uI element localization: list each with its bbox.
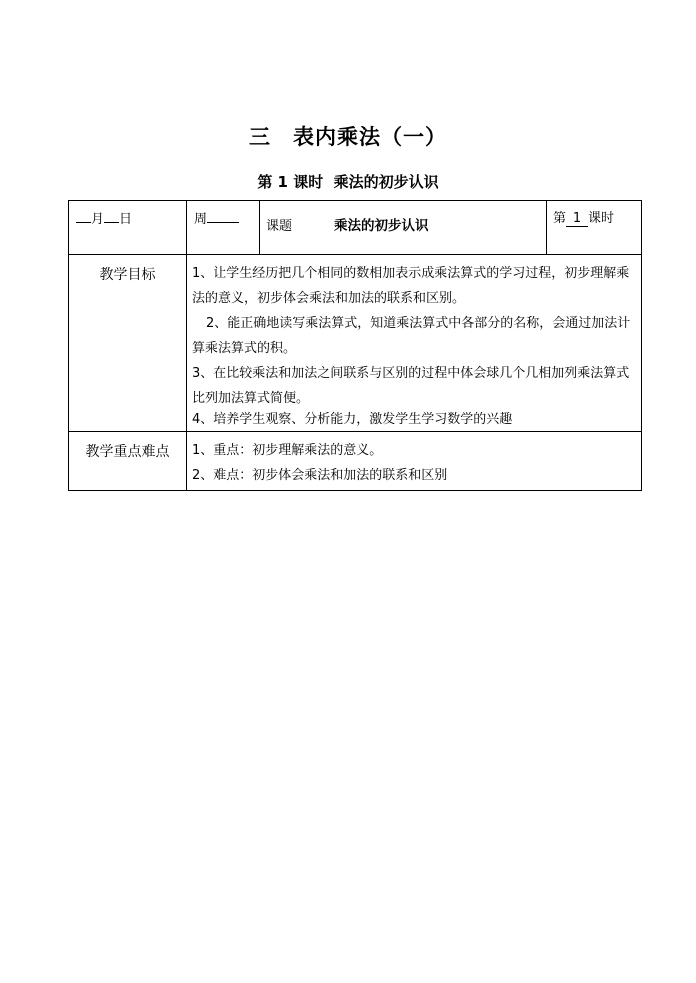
period-prefix: 第 (553, 211, 567, 226)
key-points-content (187, 432, 642, 491)
day-label: 日 (119, 212, 133, 227)
lesson-subtitle (0, 171, 696, 192)
week-blank[interactable] (207, 222, 239, 223)
objective-item: 4、培养学生观察、分析能力，激发学生学习数学的兴趣 (192, 412, 513, 427)
objective-item: 1、让学生经历把几个相同的数相加表示成乘法算式的学习过程，初步理解乘法的意义，初步体会乘法和加法的联系和区别。 (192, 266, 630, 306)
objective-item: 3、在比较乘法和加法之间联系与区别的过程中体会球几个几相加列乘法算式比列加法算式简便。 (192, 366, 630, 406)
period-number[interactable]: 1 (566, 211, 588, 227)
month-blank[interactable] (76, 222, 91, 223)
topic-value: 乘法的初步认识 (334, 218, 429, 234)
key-points-label: 教学重点难点 (69, 432, 187, 491)
objectives-row (69, 255, 642, 432)
objectives-content (187, 255, 642, 432)
period-cell (547, 201, 642, 255)
lesson-plan-table (68, 200, 642, 491)
header-row (69, 201, 642, 255)
key-point-item: 2、难点：初步体会乘法和加法的联系和区别 (192, 468, 448, 483)
period-suffix: 课时 (588, 211, 615, 226)
lesson-topic: 乘法的初步认识 (333, 173, 439, 191)
key-point-item: 1、重点：初步理解乘法的意义。 (192, 443, 383, 458)
key-points-row (69, 432, 642, 491)
date-cell (69, 201, 187, 255)
week-label: 周 (194, 212, 208, 227)
topic-label: 课题 (266, 219, 293, 234)
day-blank[interactable] (104, 222, 119, 223)
page-title: 三 表内乘法（一） (249, 125, 447, 149)
month-label: 月 (91, 212, 105, 227)
topic-cell (260, 201, 547, 255)
week-cell (187, 201, 260, 255)
lesson-number: 第 1 课时 (257, 173, 324, 191)
objectives-label: 教学目标 (69, 255, 187, 432)
objective-item: 2、能正确地读写乘法算式，知道乘法算式中各部分的名称，会通过加法计算乘法算式的积。 (192, 316, 631, 356)
